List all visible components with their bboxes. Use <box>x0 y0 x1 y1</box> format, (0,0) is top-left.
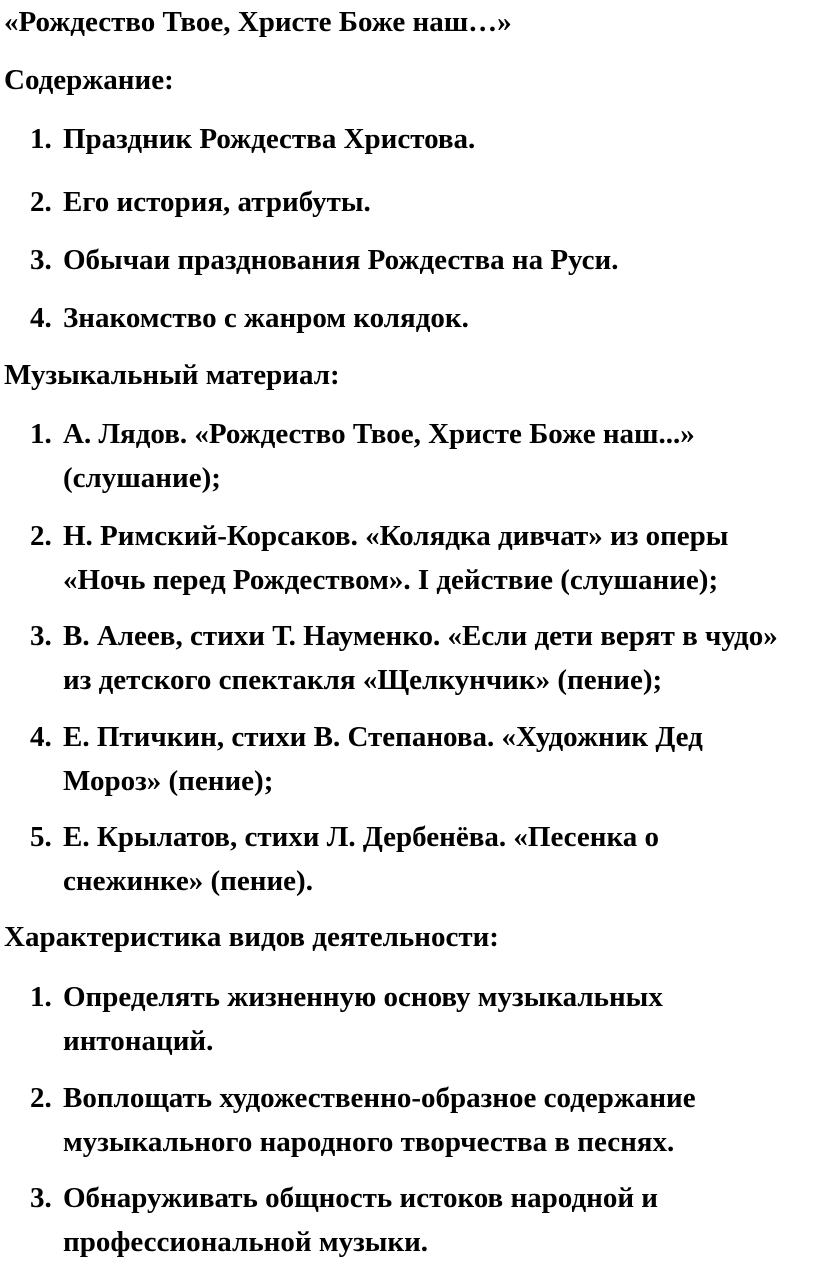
content-heading: Содержание: <box>4 64 174 96</box>
music-list-item <box>30 715 806 803</box>
list-text: Обычаи празднования Рождества на Руси. <box>63 244 619 276</box>
list-text: В. Алеев, стихи Т. Науменко. «Если дети верят в чудо» из детского спектакля «Щелкунчик» (пение); <box>63 620 778 696</box>
content-list-item <box>30 238 806 282</box>
music-heading: Музыкальный материал: <box>4 359 340 391</box>
music-list-item <box>30 614 806 702</box>
list-number: 2. <box>30 520 52 552</box>
list-number: 4. <box>30 721 52 753</box>
music-list-item <box>30 815 806 903</box>
list-text: А. Лядов. «Рождество Твое, Христе Боже наш...» (слушание); <box>63 418 695 494</box>
content-list-item <box>30 180 806 224</box>
activities-list-item <box>30 1076 806 1164</box>
list-number: 2. <box>30 1082 52 1114</box>
list-number: 3. <box>30 1182 52 1214</box>
activities-list-item <box>30 975 806 1063</box>
activities-list-item <box>30 1176 806 1264</box>
list-text: Воплощать художественно-образное содержание музыкального народного творчества в песнях. <box>63 1082 696 1158</box>
list-number: 4. <box>30 302 52 334</box>
content-list-item <box>30 296 806 340</box>
list-number: 1. <box>30 981 52 1013</box>
list-number: 3. <box>30 620 52 652</box>
list-number: 3. <box>30 244 52 276</box>
music-list-item <box>30 514 806 602</box>
list-text: Праздник Рождества Христова. <box>63 123 476 155</box>
music-list-item <box>30 412 806 500</box>
list-text: Его история, атрибуты. <box>63 186 371 218</box>
list-text: Е. Птичкин, стихи В. Степанова. «Художник Дед Мороз» (пение); <box>63 721 703 797</box>
list-number: 5. <box>30 821 52 853</box>
list-text: Определять жизненную основу музыкальных интонаций. <box>63 981 663 1057</box>
list-text: Знакомство с жанром колядок. <box>63 302 469 334</box>
list-number: 2. <box>30 186 52 218</box>
activities-heading: Характеристика видов деятельности: <box>4 921 499 953</box>
list-text: Обнаруживать общность истоков народной и профессиональной музыки. <box>63 1182 659 1258</box>
list-number: 1. <box>30 123 52 155</box>
content-list-item <box>30 117 806 161</box>
list-number: 1. <box>30 418 52 450</box>
list-text: Н. Римский-Корсаков. «Колядка дивчат» из оперы «Ночь перед Рождеством». I действие (слушание); <box>63 520 729 596</box>
list-text: Е. Крылатов, стихи Л. Дербенёва. «Песенка о снежинке» (пение). <box>63 821 660 897</box>
page-title: «Рождество Твое, Христе Боже наш…» <box>4 6 512 38</box>
